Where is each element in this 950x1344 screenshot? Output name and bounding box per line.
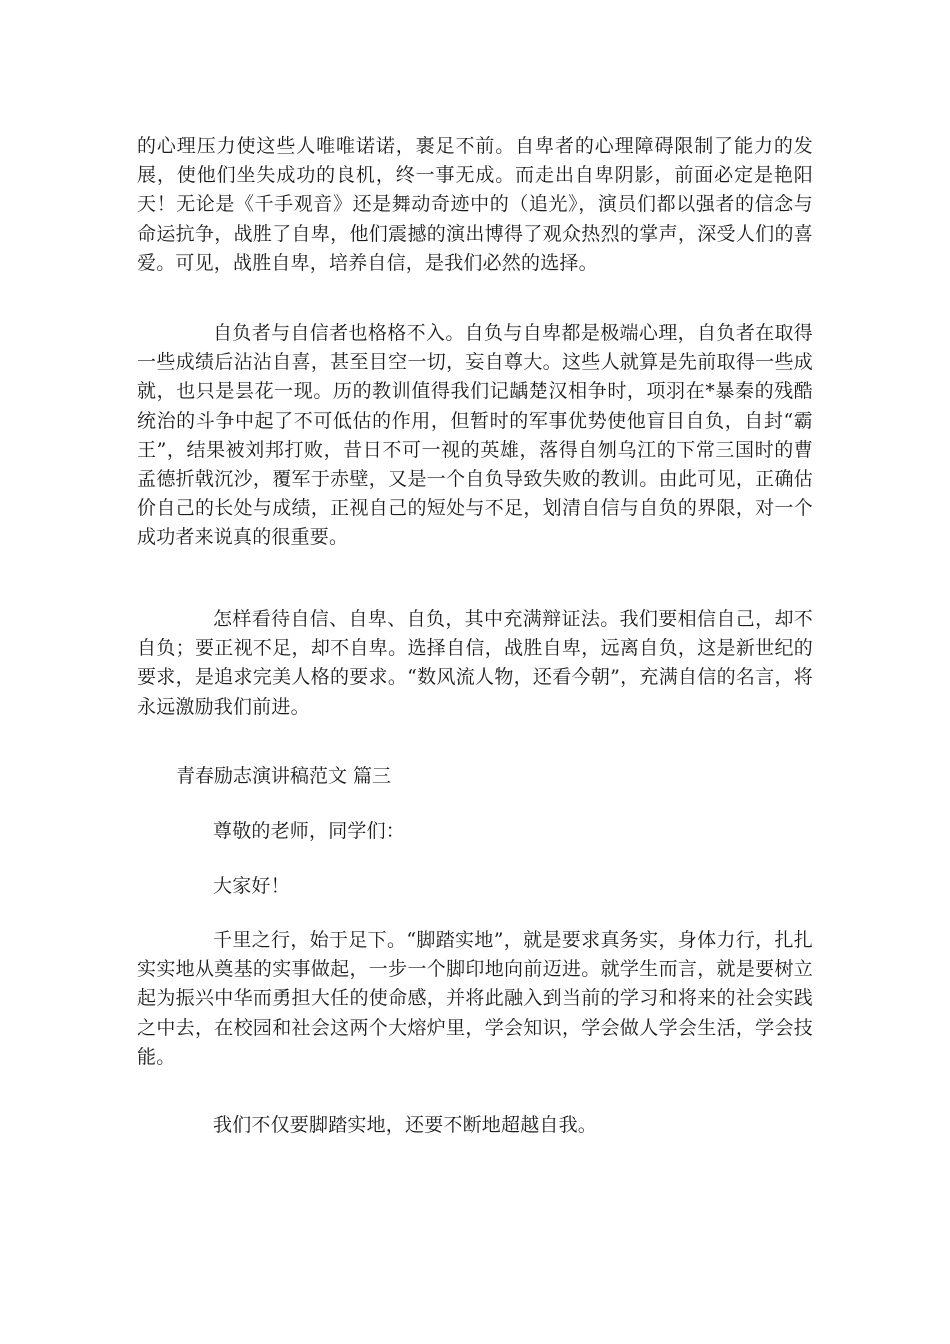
- salutation: 尊敬的老师，同学们：: [213, 820, 406, 842]
- paragraph-self-doubt-conclusion: 的心理压力使这些人唯唯诺诺，裹足不前。自卑者的心理障碍限制了能力的发展，使他们坐失成功的良机，终一事无成。而走出自卑阴影，前面必定是艳阳天！无论是《千手观音》还是舞动奇迹中的（追光》，演员们都以强者的信念与命运抗争，战胜了自卑，他们震撼的演出博得了观众热烈的掌声，深受人们的喜爱。可见，战胜自卑，培养自信，是我们必然的选择。: [137, 135, 813, 274]
- section-title: 青春励志演讲稿范文 篇三: [176, 765, 392, 787]
- paragraph-surpass-self: 我们不仅要脚踏实地，还要不断地超越自我。: [213, 1114, 598, 1136]
- greeting: 大家好！: [213, 875, 290, 897]
- paragraph-arrogance: 自负者与自信者也格格不入。自负与自卑都是极端心理，自负者在取得一些成绩后沾沾自喜，甚至目空一切，妄自尊大。这些人就算是先前取得一些成就，也只是昙花一现。历的教训值得我们记龋楚汉相争时，项羽在*暴秦的残酷统治的斗争中起了不可低估的作用，但暂时的军事优势使他盲目自负，自封“霸王”，结果被刘邦打败，昔日不可一视的英雄，落得自刎乌江的下常三国时的曹孟德折戟沉沙，覆军于赤壁，又是一个自负导致失败的教训。由此可见，正确估价自己的长处与成绩，正视自己的短处与不足，划清自信与自负的界限，对一个成功者来说真的很重要。: [137, 322, 813, 549]
- paragraph-down-to-earth: 千里之行，始于足下。“脚踏实地”，就是要求真务实，身体力行，扎扎实实地从奠基的实事做起，一步一个脚印地向前迈进。就学生而言，就是要树立起为振兴中华而勇担大任的使命感，并将此融入到当前的学习和将来的社会实践之中去，在校园和社会这两个大熔炉里，学会知识，学会做人学会生活，学会技能。: [137, 929, 813, 1068]
- paragraph-dialectics: 怎样看待自信、自卑、自负，其中充满辩证法。我们要相信自己，却不自负；要正视不足，却不自卑。选择自信，战胜自卑，远离自负，这是新世纪的要求，是追求完美人格的要求。“数风流人物，还看今朝”，充满自信的名言，将永远激励我们前进。: [137, 608, 813, 718]
